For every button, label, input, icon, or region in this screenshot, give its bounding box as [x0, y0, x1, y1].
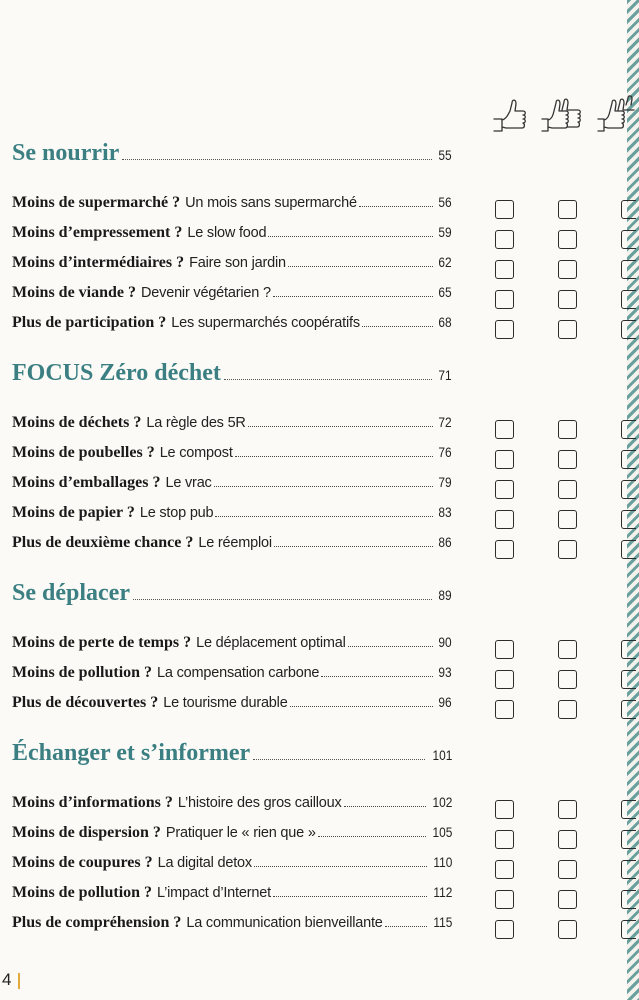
leader-dots — [273, 296, 434, 297]
entry-question: Moins de poubelles ? — [12, 444, 155, 461]
entry-page: 79 — [438, 474, 452, 490]
entry-topic: Le vrac — [165, 475, 212, 491]
toc-entry[interactable] — [12, 194, 452, 224]
rating-checkbox-2[interactable] — [558, 480, 577, 499]
rating-checkbox-3[interactable] — [621, 200, 636, 219]
entry-topic: Le slow food — [187, 225, 267, 241]
rating-checkbox-1[interactable] — [495, 830, 514, 849]
entry-topic: Le stop pub — [139, 505, 214, 521]
entry-topic: La règle des 5R — [146, 415, 246, 431]
section-page: 71 — [438, 367, 452, 383]
rating-checkbox-2[interactable] — [558, 290, 577, 309]
entry-page: 93 — [438, 664, 452, 680]
rating-checkbox-1[interactable] — [495, 890, 514, 909]
rating-checkbox-2[interactable] — [558, 260, 577, 279]
entry-question: Moins de coupures ? — [12, 854, 153, 871]
entry-page: 72 — [438, 414, 452, 430]
leader-dots — [359, 206, 434, 207]
rating-checkbox-3[interactable] — [621, 670, 636, 689]
section-se-nourrir — [12, 140, 452, 344]
entry-question: Plus de deuxième chance ? — [12, 534, 194, 551]
entry-topic: Les supermarchés coopératifs — [171, 315, 360, 331]
toc-entry[interactable] — [12, 854, 452, 884]
rating-checkbox-2[interactable] — [558, 320, 577, 339]
entry-question: Moins de viande ? — [12, 284, 137, 301]
leader-dots — [224, 379, 433, 380]
toc-entry[interactable] — [12, 414, 452, 444]
rating-checkbox-2[interactable] — [558, 800, 577, 819]
section-focus-zero-dechet — [12, 360, 452, 564]
entry-page: 110 — [433, 854, 452, 870]
entry-topic: Devenir végétarien ? — [141, 285, 271, 301]
toc-entry[interactable] — [12, 224, 452, 254]
rating-checkbox-2[interactable] — [558, 890, 577, 909]
rating-checkbox-2[interactable] — [558, 200, 577, 219]
rating-checkbox-3[interactable] — [621, 260, 636, 279]
toc-entry[interactable] — [12, 254, 452, 284]
leader-dots — [362, 326, 434, 327]
rating-checkbox-1[interactable] — [495, 260, 514, 279]
leader-dots — [253, 759, 424, 760]
rating-checkbox-1[interactable] — [495, 670, 514, 689]
entry-question: Moins de pollution ? — [12, 664, 153, 681]
entry-topic: Pratiquer le « rien que » — [165, 825, 316, 841]
toc-entry[interactable] — [12, 314, 452, 344]
section-title: Se déplacer — [12, 580, 130, 606]
entry-question: Moins d’empressement ? — [12, 224, 183, 241]
rating-checkbox-1[interactable] — [495, 860, 514, 879]
rating-checkbox-2[interactable] — [558, 920, 577, 939]
entry-page: 102 — [432, 794, 452, 810]
entry-page: 56 — [438, 194, 452, 210]
entry-page: 62 — [438, 254, 452, 270]
section-page: 55 — [438, 147, 452, 163]
toc-entry[interactable] — [12, 824, 452, 854]
entry-topic: La communication bienveillante — [186, 915, 383, 931]
rating-checkbox-2[interactable] — [558, 670, 577, 689]
rating-checkbox-3[interactable] — [621, 230, 636, 249]
rating-checkbox-2[interactable] — [558, 420, 577, 439]
entry-question: Moins de déchets ? — [12, 414, 142, 431]
leader-dots — [248, 426, 434, 427]
entry-question: Moins de pollution ? — [12, 884, 153, 901]
rating-checkbox-1[interactable] — [495, 480, 514, 499]
toc-entry[interactable] — [12, 914, 452, 944]
leader-dots — [288, 266, 434, 267]
section-page: 89 — [438, 587, 452, 603]
entry-topic: Le tourisme durable — [163, 695, 288, 711]
rating-checkbox-2[interactable] — [558, 510, 577, 529]
toc-entry[interactable] — [12, 444, 452, 474]
leader-dots — [214, 486, 434, 487]
rating-checkbox-1[interactable] — [495, 290, 514, 309]
rating-checkbox-1[interactable] — [495, 540, 514, 559]
rating-checkbox-2[interactable] — [558, 830, 577, 849]
folio-divider — [18, 973, 20, 989]
rating-checkbox-2[interactable] — [558, 860, 577, 879]
three-thumbs-up-icon — [596, 93, 636, 133]
entry-page: 59 — [438, 224, 452, 240]
page-number: 4 — [2, 970, 12, 989]
entry-question: Plus de découvertes ? — [12, 694, 159, 711]
entry-page: 65 — [438, 284, 452, 300]
entry-question: Plus de participation ? — [12, 314, 167, 331]
rating-checkbox-1[interactable] — [495, 920, 514, 939]
rating-checkbox-3[interactable] — [621, 830, 636, 849]
entry-topic: L’histoire des gros cailloux — [177, 795, 342, 811]
rating-checkbox-3[interactable] — [621, 640, 636, 659]
two-thumbs-up-icon — [540, 93, 588, 133]
entry-question: Moins d’emballages ? — [12, 474, 161, 491]
rating-checkbox-1[interactable] — [495, 320, 514, 339]
entry-topic: Faire son jardin — [189, 255, 286, 271]
entry-page: 68 — [438, 314, 452, 330]
leader-dots — [273, 896, 427, 897]
rating-checkbox-3[interactable] — [621, 510, 636, 529]
entry-page: 86 — [438, 534, 452, 550]
page-edge-decoration — [627, 0, 639, 1000]
toc-entry[interactable] — [12, 634, 452, 664]
section-heading[interactable] — [12, 360, 452, 394]
entry-topic: Le réemploi — [198, 535, 272, 551]
rating-checkbox-1[interactable] — [495, 800, 514, 819]
toc-entry[interactable] — [12, 504, 452, 534]
rating-checkbox-3[interactable] — [621, 800, 636, 819]
leader-dots — [122, 159, 432, 160]
toc-entry[interactable] — [12, 284, 452, 314]
rating-checkbox-3[interactable] — [621, 480, 636, 499]
leader-dots — [235, 456, 434, 457]
rating-checkbox-3[interactable] — [621, 290, 636, 309]
leader-dots — [344, 806, 426, 807]
entry-question: Moins de papier ? — [12, 504, 135, 521]
section-page: 101 — [432, 747, 452, 763]
rating-checkbox-3[interactable] — [621, 860, 636, 879]
entry-topic: Le déplacement optimal — [196, 635, 346, 651]
rating-checkbox-1[interactable] — [495, 420, 514, 439]
entry-page: 83 — [438, 504, 452, 520]
entry-question: Moins d’intermédiaires ? — [12, 254, 185, 271]
leader-dots — [133, 599, 432, 600]
leader-dots — [290, 706, 434, 707]
toc-entry[interactable] — [12, 474, 452, 504]
leader-dots — [215, 516, 433, 517]
rating-checkbox-3[interactable] — [621, 420, 636, 439]
rating-checkbox-3[interactable] — [621, 890, 636, 909]
entry-page: 112 — [433, 884, 452, 900]
entry-topic: La digital detox — [157, 855, 252, 871]
rating-checkbox-3[interactable] — [621, 540, 636, 559]
leader-dots — [254, 866, 427, 867]
entry-page: 76 — [438, 444, 452, 460]
rating-checkbox-1[interactable] — [495, 700, 514, 719]
section-heading[interactable] — [12, 140, 452, 174]
leader-dots — [385, 926, 427, 927]
entry-page: 90 — [438, 634, 452, 650]
entry-topic: La compensation carbone — [157, 665, 320, 681]
rating-checkbox-3[interactable] — [621, 920, 636, 939]
rating-checkbox-3[interactable] — [621, 320, 636, 339]
entry-topic: Un mois sans supermarché — [185, 195, 357, 211]
section-heading[interactable] — [12, 580, 452, 614]
rating-checkbox-1[interactable] — [495, 510, 514, 529]
rating-checkbox-3[interactable] — [621, 700, 636, 719]
toc-entry[interactable] — [12, 534, 452, 564]
leader-dots — [348, 646, 434, 647]
toc-entry[interactable] — [12, 794, 452, 824]
section-title: Échanger et s’informer — [12, 740, 251, 766]
entry-question: Moins de perte de temps ? — [12, 634, 192, 651]
rating-checkbox-2[interactable] — [558, 540, 577, 559]
rating-checkbox-1[interactable] — [495, 230, 514, 249]
entry-topic: Le compost — [159, 445, 233, 461]
leader-dots — [274, 546, 434, 547]
leader-dots — [268, 236, 433, 237]
entry-page: 96 — [438, 694, 452, 710]
leader-dots — [321, 676, 433, 677]
rating-checkbox-1[interactable] — [495, 200, 514, 219]
section-heading[interactable] — [12, 740, 452, 774]
toc-entry[interactable] — [12, 664, 452, 694]
rating-checkbox-2[interactable] — [558, 700, 577, 719]
entry-question: Moins de supermarché ? — [12, 194, 181, 211]
rating-checkbox-1[interactable] — [495, 640, 514, 659]
section-title: FOCUS Zéro déchet — [12, 360, 221, 386]
toc-entry[interactable] — [12, 694, 452, 724]
entry-page: 105 — [432, 824, 452, 840]
section-se-deplacer — [12, 580, 452, 724]
rating-checkbox-2[interactable] — [558, 450, 577, 469]
toc-entry[interactable] — [12, 884, 452, 914]
thumb-up-icon — [492, 93, 530, 133]
section-echanger-et-s-informer — [12, 740, 452, 944]
rating-checkbox-3[interactable] — [621, 450, 636, 469]
leader-dots — [318, 836, 426, 837]
rating-checkbox-1[interactable] — [495, 450, 514, 469]
entry-question: Moins d’informations ? — [12, 794, 173, 811]
section-title: Se nourrir — [12, 140, 120, 166]
entry-page: 115 — [433, 914, 452, 930]
entry-topic: L’impact d’Internet — [157, 885, 271, 901]
entry-question: Moins de dispersion ? — [12, 824, 161, 841]
rating-checkbox-2[interactable] — [558, 640, 577, 659]
entry-question: Plus de compréhension ? — [12, 914, 182, 931]
rating-checkbox-2[interactable] — [558, 230, 577, 249]
